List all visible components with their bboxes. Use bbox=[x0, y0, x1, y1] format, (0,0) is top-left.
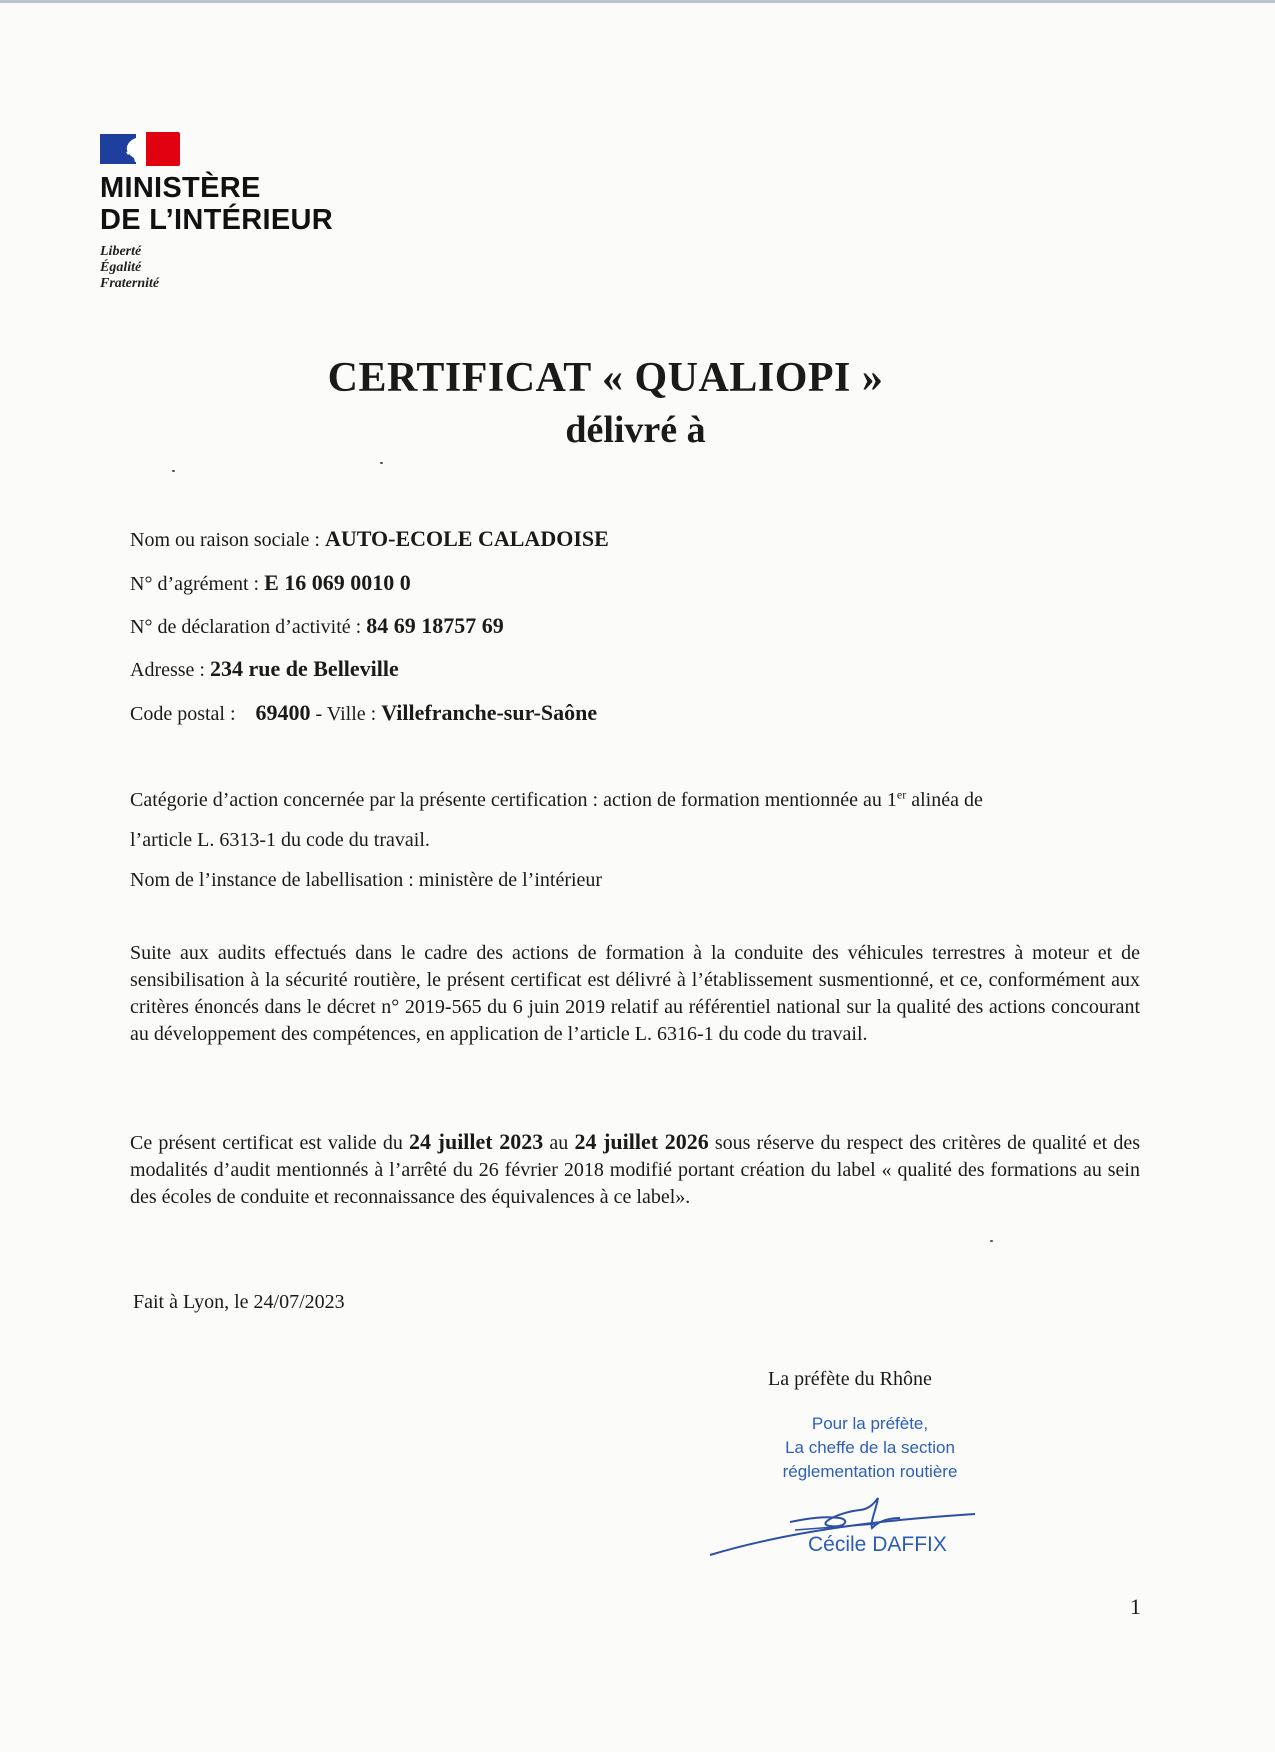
marianne-flag-icon bbox=[100, 132, 182, 166]
prefet-title: La préfète du Rhône bbox=[768, 1368, 932, 1390]
stamp-line1: Pour la préfète, bbox=[811, 1414, 929, 1433]
signature-stamp bbox=[770, 1412, 970, 1484]
field-declaration-label: N° de déclaration d’activité : bbox=[130, 616, 367, 638]
motto-liberte: Liberté bbox=[100, 244, 142, 259]
motto-egalite: Égalité bbox=[100, 260, 142, 275]
ministry-name-line1: MINISTÈRE bbox=[100, 172, 261, 204]
field-postal-value: 69400 bbox=[255, 700, 311, 725]
field-address-label: Adresse : bbox=[130, 659, 210, 681]
field-postal-city bbox=[130, 700, 597, 726]
place-date: Fait à Lyon, le 24/07/2023 bbox=[133, 1291, 345, 1313]
certificate-subtitle: délivré à bbox=[565, 409, 706, 451]
ministry-logo bbox=[100, 132, 333, 292]
field-address-value: 234 rue de Belleville bbox=[209, 656, 399, 681]
category-line2: l’article L. 6313-1 du code du travail. bbox=[130, 829, 430, 851]
scan-speck bbox=[172, 470, 175, 472]
stamp-line2: La cheffe de la section bbox=[785, 1438, 955, 1457]
certificate-title: CERTIFICAT « QUALIOPI » bbox=[327, 355, 884, 401]
motto-fraternite: Fraternité bbox=[100, 276, 160, 291]
field-postal-label: Code postal : bbox=[130, 703, 241, 725]
field-city-label: - Ville : bbox=[310, 703, 382, 725]
scan-speck bbox=[380, 462, 383, 464]
validity-start-date: 24 juillet 2023 bbox=[408, 1129, 544, 1154]
field-address bbox=[130, 656, 399, 682]
signatory-name: Cécile DAFFIX bbox=[808, 1533, 947, 1556]
ministry-name-line2: DE L’INTÉRIEUR bbox=[100, 204, 333, 236]
category-block bbox=[130, 780, 1140, 900]
scan-edge bbox=[0, 0, 1275, 3]
stamp-line3: réglementation routière bbox=[782, 1462, 958, 1481]
field-name-value: AUTO-ECOLE CALADOISE bbox=[324, 526, 609, 551]
audit-paragraph: Suite aux audits effectués dans le cadre des actions de formation à la conduite des véhicules terrestres à moteur et de sensibilisation à la sécurité routière, le présent certificat est délivré à l’établissement susmentionné, et ce, conformément aux critères énoncés dans le décret n° 2019-565 du 6 juin 2019 relatif au référentiel national sur la qualité des actions concourant au développement des compétences, en application de l’article L. 6316-1 du code du travail. bbox=[130, 942, 1140, 1045]
republic-motto bbox=[100, 244, 333, 292]
labellisation-instance: Nom de l’instance de labellisation : ministère de l’intérieur bbox=[130, 869, 603, 891]
category-line1: Catégorie d’action concernée par la présente certification : action de formation mentionnée au 1er alinéa de bbox=[130, 787, 983, 811]
ministry-name bbox=[100, 172, 333, 236]
field-declaration bbox=[130, 613, 504, 639]
page-number: 1 bbox=[1130, 1594, 1141, 1619]
validity-paragraph: Ce présent certificat est valide du 24 juillet 2023 au 24 juillet 2026 sous réserve du respect des critères de qualité et des modalités d’audit mentionnés à l’arrêté du 26 février 2018 modifié portant création du label « qualité des formations au sein des écoles de conduite et reconnaissance des équivalences à ce label». bbox=[130, 1129, 1140, 1208]
field-agrement-label: N° d’agrément : bbox=[130, 573, 265, 595]
field-city-value: Villefranche-sur-Saône bbox=[381, 700, 598, 725]
field-name-label: Nom ou raison sociale : bbox=[130, 529, 325, 551]
field-name bbox=[130, 526, 609, 552]
field-declaration-value: 84 69 18757 69 bbox=[366, 613, 504, 638]
field-agrement-value: E 16 069 0010 0 bbox=[264, 570, 411, 595]
validity-end-date: 24 juillet 2026 bbox=[574, 1129, 709, 1154]
scan-speck bbox=[990, 1240, 993, 1242]
field-agrement bbox=[130, 570, 411, 596]
